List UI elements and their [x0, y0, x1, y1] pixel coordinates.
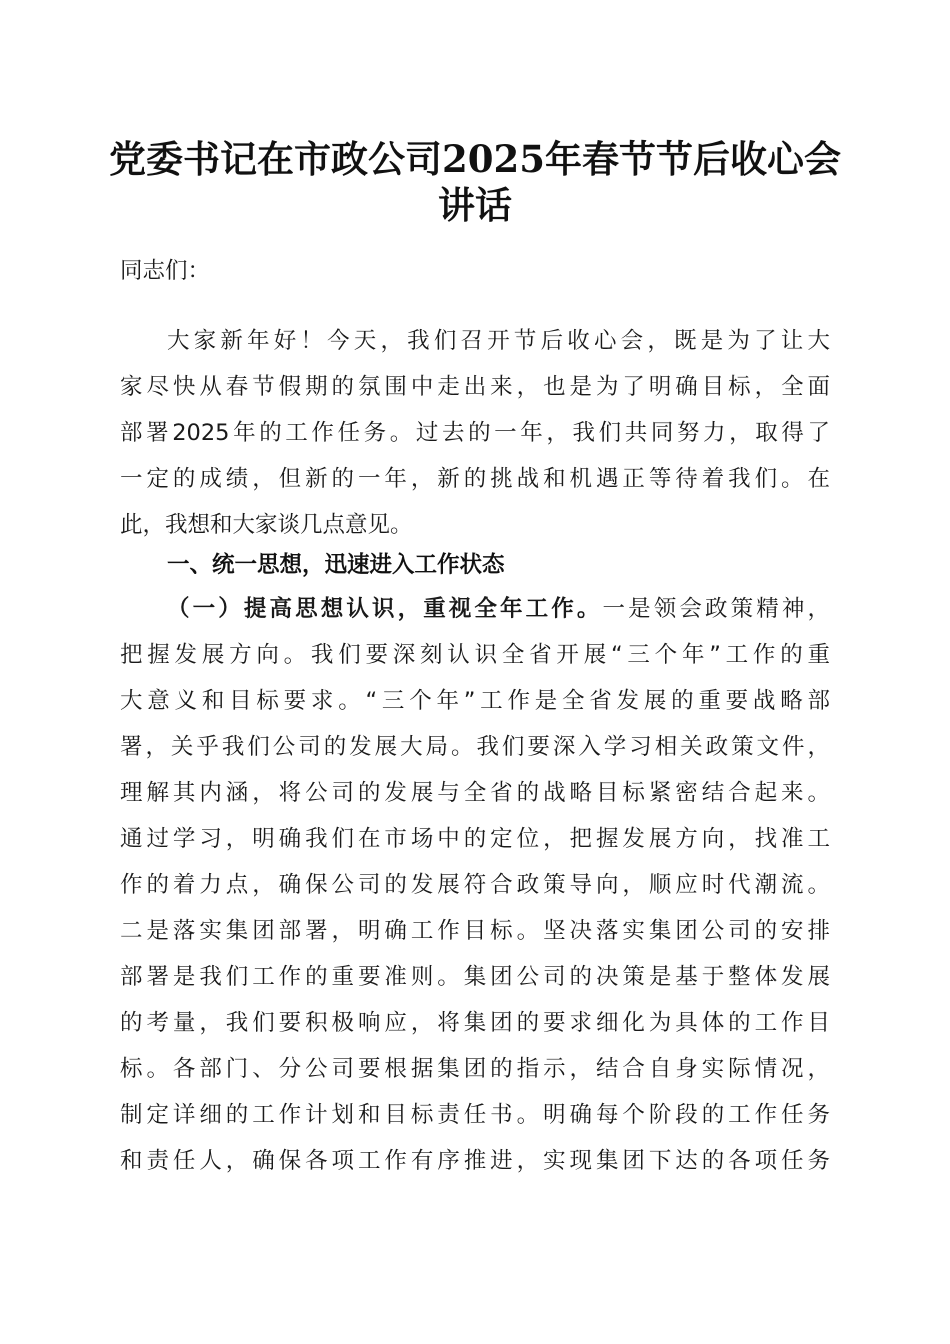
- paragraph-line: 署，关乎我们公司的发展大局。我们要深入学习相关政策文件，: [120, 734, 830, 760]
- subsection-heading: （一）提高思想认识，重视全年工作。: [167, 596, 603, 622]
- paragraph-line: 大意义和目标要求。“三个年”工作是全省发展的重要战略部: [120, 688, 830, 714]
- section-heading: 一、统一思想，迅速进入工作状态: [167, 552, 505, 578]
- paragraph-line: 把握发展方向。我们要深刻认识全省开展“三个年”工作的重: [120, 642, 830, 668]
- subsection-first-line: [167, 594, 830, 624]
- paragraph-line: 的考量，我们要积极响应，将集团的要求细化为具体的工作目: [120, 1010, 830, 1036]
- paragraph-line: 家尽快从春节假期的氛围中走出来，也是为了明确目标，全面: [120, 374, 830, 400]
- paragraph-line: 制定详细的工作计划和目标责任书。明确每个阶段的工作任务: [120, 1102, 830, 1128]
- salutation: 同志们：: [120, 258, 211, 284]
- paragraph-line: 一定的成绩，但新的一年，新的挑战和机遇正等待着我们。在: [120, 466, 830, 492]
- paragraph-line: 理解其内涵，将公司的发展与全省的战略目标紧密结合起来。: [120, 780, 830, 806]
- paragraph-line: 此，我想和大家谈几点意见。: [120, 512, 413, 538]
- paragraph-line: 和责任人，确保各项工作有序推进，实现集团下达的各项任务: [120, 1148, 830, 1174]
- paragraph-line: 部署2025年的工作任务。过去的一年，我们共同努力，取得了: [120, 420, 830, 446]
- subsection-text: 一是领会政策精神，: [602, 596, 830, 622]
- document-title-line-1: 党委书记在市政公司2025年春节节后收心会: [109, 137, 841, 181]
- paragraph-line: 部署是我们工作的重要准则。集团公司的决策是基于整体发展: [120, 964, 830, 990]
- paragraph-line: 大家新年好！今天，我们召开节后收心会，既是为了让大: [167, 328, 830, 354]
- paragraph-line: 二是落实集团部署，明确工作目标。坚决落实集团公司的安排: [120, 918, 830, 944]
- paragraph-line: 作的着力点，确保公司的发展符合政策导向，顺应时代潮流。: [120, 872, 830, 898]
- paragraph-line: 标。各部门、分公司要根据集团的指示，结合自身实际情况，: [120, 1056, 830, 1082]
- document-title-line-2: 讲话: [438, 183, 512, 227]
- paragraph-line: 通过学习，明确我们在市场中的定位，把握发展方向，找准工: [120, 826, 830, 852]
